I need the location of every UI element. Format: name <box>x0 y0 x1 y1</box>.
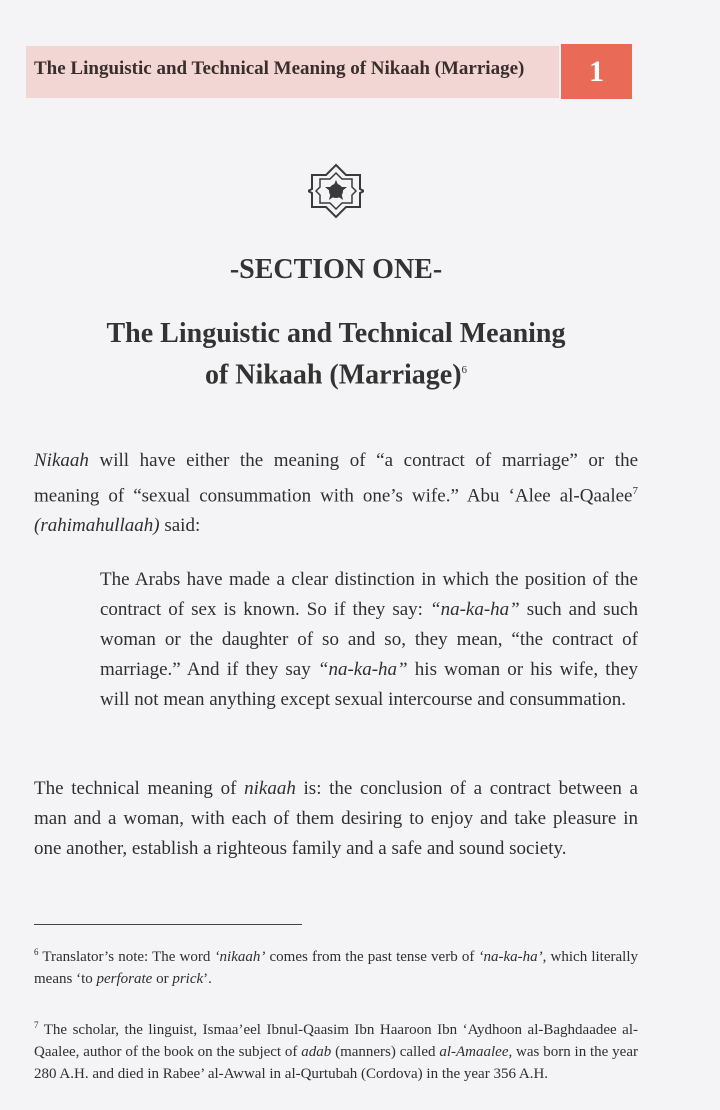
footnote-6 <box>34 941 638 990</box>
paragraph-technical-text-b: is: the conclusion of a contract between a man and a woman, with each of them desiring to enjoy and take pleasure in one another, establish a righteous family and a safe and sound society. <box>34 778 638 859</box>
chapter-header-title: The Linguistic and Technical Meaning of Nikaah (Marriage) <box>34 58 525 79</box>
star-ornament-icon <box>308 163 364 219</box>
chapter-number-badge: 1 <box>561 44 632 99</box>
footnote-6-text-e: ’. <box>203 971 212 987</box>
paragraph-definition-tail: said: <box>159 515 201 537</box>
footnote-7 <box>34 1014 638 1085</box>
page-title-line1: The Linguistic and Technical Meaning <box>106 318 566 349</box>
footnote-separator <box>34 924 302 925</box>
footnote-6-term-a: ‘nikaah’ <box>214 949 266 965</box>
footnote-6-text-d: or <box>152 971 173 987</box>
footnote-6-text-b: comes from the past tense verb of <box>265 949 479 965</box>
honorific: (rahimahullaah) <box>34 515 160 537</box>
page-title <box>0 316 672 393</box>
footnote-7-text-c: , was born in the year 280 A.H. and died in Rabee’ al-Awwal in al-Qurtubah (Cordova) in the year 356 A.H. <box>34 1044 638 1082</box>
footnote-7-text-a: The scholar, the linguist, Ismaa’eel Ibnul-Qaasim Ibn Haaroon Ibn ‘Aydhoon al-Baghdaadee al-Qaalee, author of the book on the subject of <box>34 1022 638 1060</box>
footnote-6-text-a: Translator’s note: The word <box>38 949 215 965</box>
paragraph-technical-meaning <box>34 774 638 864</box>
quote-term-a: “na-ka-ha” <box>430 599 520 620</box>
page-title-line2-text: of Nikaah (Marriage) <box>204 359 462 391</box>
term-nikaah-lower: nikaah <box>244 778 296 799</box>
block-quote <box>100 565 638 715</box>
term-nikaah: Nikaah <box>34 450 89 471</box>
section-label: -SECTION ONE- <box>229 254 443 285</box>
footnote-6-term-c: perforate <box>96 971 153 987</box>
footnote-6-term-b: ‘na-ka-ha’ <box>478 949 543 965</box>
quote-term-b: “na-ka-ha” <box>317 659 408 680</box>
page-title-line2 <box>0 352 672 393</box>
paragraph-definition <box>34 446 638 541</box>
quote-text-c: his woman or his wife, they will not mean anything except sexual intercourse and consummation. <box>100 659 639 710</box>
footnote-6-term-d: prick <box>172 971 204 987</box>
paragraph-definition-text: will have either the meaning of “a contract of marriage” or the meaning of “sexual consummation with one’s wife.” Abu ‘Alee al-Qaalee <box>34 450 638 507</box>
footnote-ref-6: 6 <box>461 364 468 376</box>
footnote-7-term-a: adab <box>301 1044 332 1060</box>
footnote-7-text-b: (manners) called <box>331 1044 440 1060</box>
footnote-6-text-c: , which literally means ‘to <box>34 949 638 987</box>
quote-text-a: The Arabs have made a clear distinction in which the position of the contract of sex is known. So if they say: <box>100 569 638 620</box>
footnote-7-term-b: al-Amaalee <box>439 1044 509 1060</box>
footnote-7-number: 7 <box>34 1020 39 1030</box>
footnote-6-number: 6 <box>34 947 39 957</box>
paragraph-technical-text-a: The technical meaning of <box>34 778 245 799</box>
footnote-ref-7: 7 <box>632 485 638 497</box>
quote-text-b: such and such woman or the daughter of so and so, they mean, “the contract of marriage.” And if they say <box>100 599 638 680</box>
